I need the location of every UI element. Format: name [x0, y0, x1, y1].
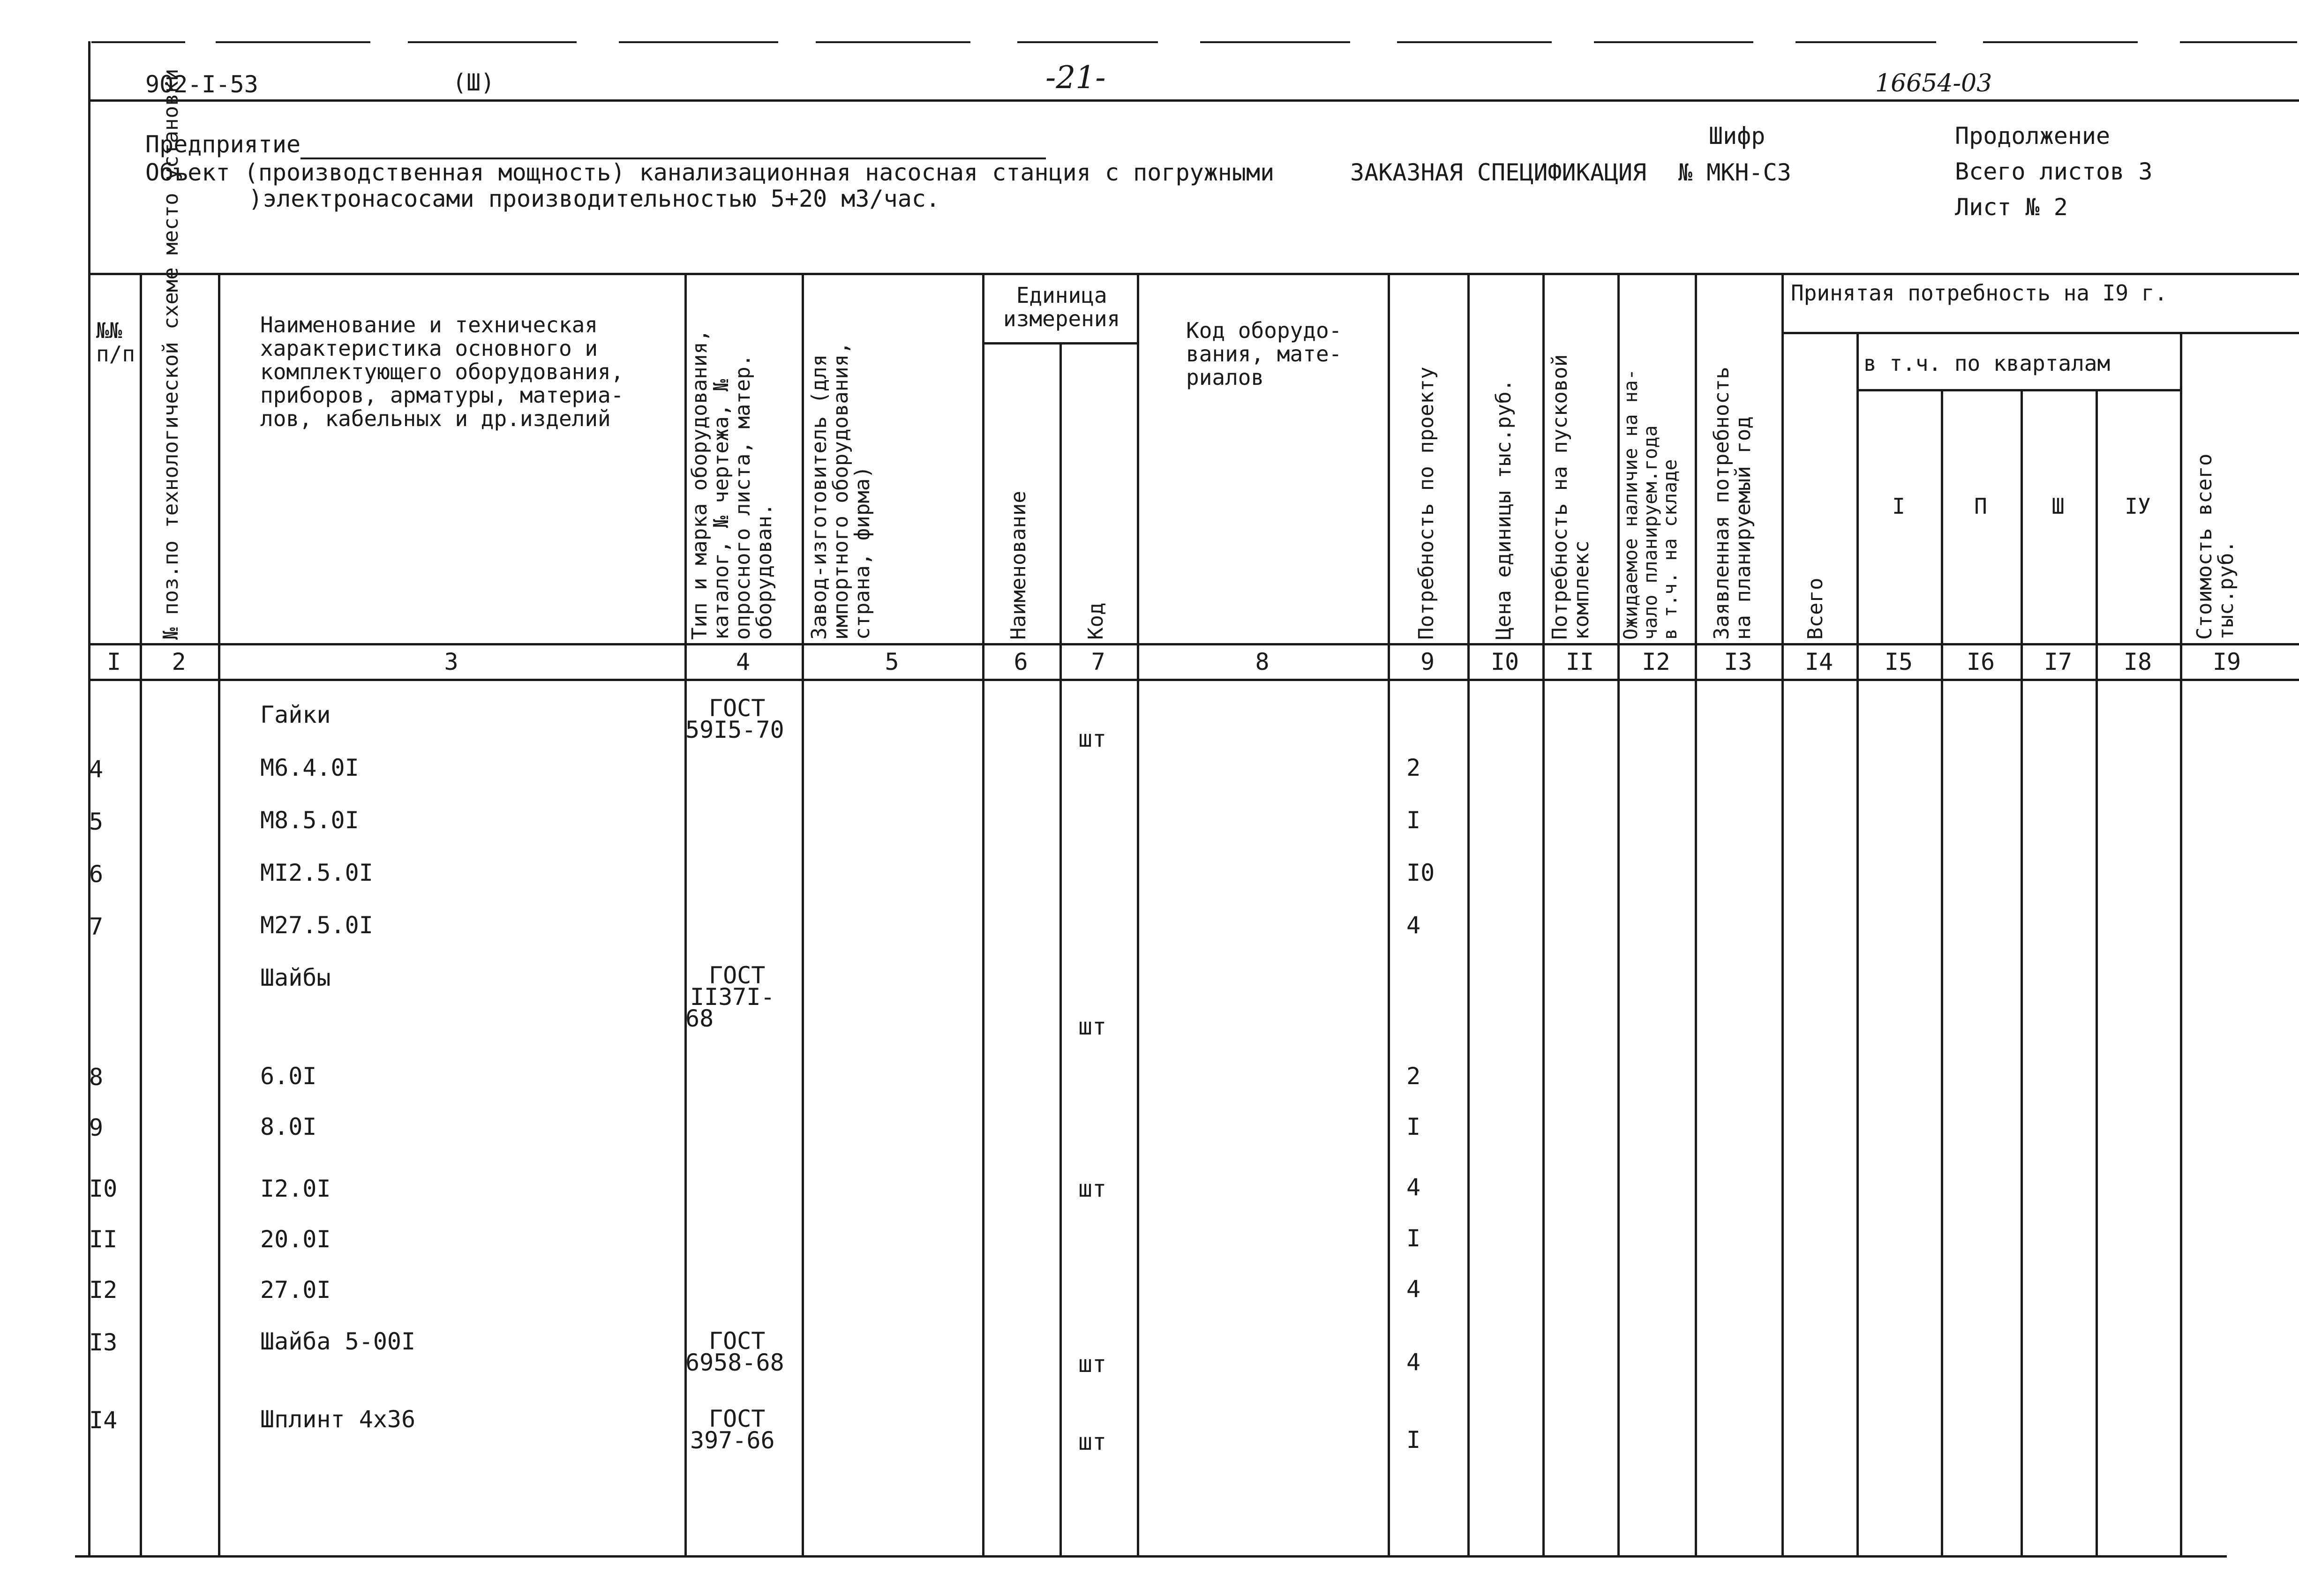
- col-header-4: Тип и марка оборудования, каталог, № чертежа, № опросного листа, матер. оборудован.: [688, 329, 776, 640]
- row-qty: 4: [1406, 1349, 1421, 1376]
- row-name: I2.0I: [260, 1175, 331, 1202]
- quarters-group-header: в т.ч. по кварталам: [1863, 351, 2111, 376]
- col-header-5: Завод-изготовитель (для импортного оборудования, страна, фирма): [807, 342, 874, 640]
- row-name: Шайбы: [260, 964, 331, 991]
- document-code: 902-I-53: [145, 71, 258, 98]
- row-number: 6: [89, 861, 104, 888]
- accepted-group-header: Принятая потребность на I9 г.: [1791, 280, 2168, 306]
- row-code: шт: [1078, 1428, 1107, 1455]
- col-header-10: Цена единицы тыс.руб.: [1492, 379, 1516, 640]
- row-name: 8.0I: [260, 1113, 317, 1140]
- column-number: 7: [1091, 648, 1105, 675]
- row-qty: 4: [1406, 912, 1421, 939]
- column-number: I5: [1884, 648, 1913, 675]
- row-name: 6.0I: [260, 1063, 317, 1090]
- column-number: 9: [1420, 648, 1435, 675]
- column-number: I9: [2212, 648, 2241, 675]
- row-type: ГОСТ 397-66: [690, 1405, 775, 1454]
- column-number: 4: [736, 648, 751, 675]
- col-header-9: Потребность по проекту: [1414, 367, 1438, 640]
- enterprise-label: Предприятие: [145, 131, 1046, 159]
- col-header-12: Ожидаемое наличие на на- чало планируем.года в т.ч. на складе: [1620, 369, 1681, 640]
- col-header-6: Наименование: [1007, 491, 1030, 640]
- row-name: М27.5.0I: [260, 912, 373, 939]
- row-qty: 4: [1406, 1275, 1421, 1303]
- object-line-1: Объект (производственная мощность) канализационная насосная станция с погружными: [145, 159, 1275, 186]
- object-line-2: )электронасосами производительностью 5+20 м3/час.: [248, 185, 940, 212]
- total-sheets: Всего листов 3: [1955, 158, 2153, 185]
- row-qty: I: [1406, 1113, 1421, 1140]
- spec-title: ЗАКАЗНАЯ СПЕЦИФИКАЦИЯ: [1350, 159, 1647, 186]
- row-number: 8: [89, 1064, 104, 1091]
- col-header-1: №№ п/п: [96, 318, 135, 367]
- col-header-14: Всего: [1803, 577, 1827, 640]
- col-header-8: Код оборудо- вания, мате- риалов: [1186, 318, 1342, 390]
- row-name: Шплинт 4х36: [260, 1406, 416, 1433]
- col-header-quarter-4: IУ: [2125, 494, 2151, 519]
- series-mark: (Ш): [452, 69, 495, 96]
- row-number: 4: [89, 756, 104, 783]
- col-header-11: Потребность на пусковой комплекс: [1548, 354, 1593, 640]
- row-qty: 4: [1406, 1174, 1421, 1201]
- row-number: II: [89, 1226, 118, 1253]
- row-type: ГОСТ 59I5-70: [685, 695, 784, 743]
- column-number: I8: [2123, 648, 2152, 675]
- row-type: ГОСТ II37I- 68: [685, 962, 775, 1032]
- column-number: I3: [1724, 648, 1752, 675]
- col-header-19: Стоимость всего тыс.руб.: [2193, 453, 2238, 640]
- column-number: 5: [885, 648, 899, 675]
- row-name: М6.4.0I: [260, 754, 359, 781]
- column-number: I7: [2044, 648, 2073, 675]
- column-number: 6: [1014, 648, 1028, 675]
- row-code: шт: [1078, 1175, 1107, 1202]
- col-header-quarter-2: П: [1974, 494, 1987, 519]
- sheet-number: Лист № 2: [1955, 194, 2068, 221]
- frame-left: [88, 41, 90, 1555]
- row-number: 7: [89, 913, 104, 940]
- column-number: I2: [1642, 648, 1670, 675]
- continuation-label: Продолжение: [1955, 122, 2111, 150]
- row-name: Гайки: [260, 701, 331, 728]
- row-name: 20.0I: [260, 1226, 331, 1253]
- column-number: I4: [1804, 648, 1833, 675]
- row-qty: 2: [1406, 1063, 1421, 1090]
- row-name: М8.5.0I: [260, 807, 359, 834]
- column-number: II: [1565, 648, 1594, 675]
- column-number: I0: [1490, 648, 1519, 675]
- cipher-value: № МКН-СЗ: [1678, 159, 1791, 186]
- col-header-3: Наименование и техническая характеристика основного и комплектующего оборудования, приборов, арматуры, материа- лов, кабельных и др.изделий: [260, 312, 624, 431]
- header-rule: [88, 99, 2299, 102]
- row-number: 5: [89, 808, 104, 835]
- col-header-7: Код: [1084, 602, 1108, 640]
- row-qty: I: [1406, 807, 1421, 834]
- row-number: I2: [89, 1276, 118, 1304]
- row-number: 9: [89, 1114, 104, 1141]
- unit-group-header: Единица измерения: [1003, 283, 1120, 331]
- row-qty: I: [1406, 1426, 1421, 1454]
- cipher-label: Шифр: [1709, 122, 1766, 150]
- row-type: ГОСТ 6958-68: [685, 1327, 784, 1376]
- col-header-quarter-3: Ш: [2051, 494, 2065, 519]
- row-name: Шайба 5-00I: [260, 1328, 416, 1355]
- col-header-13: Заявленная потребность на планируемый год: [1710, 367, 1755, 640]
- row-code: шт: [1078, 725, 1107, 752]
- row-qty: I: [1406, 1225, 1421, 1252]
- column-number: 8: [1255, 648, 1270, 675]
- col-header-quarter-1: I: [1892, 494, 1905, 519]
- row-name: 27.0I: [260, 1276, 331, 1304]
- row-qty: I0: [1406, 859, 1435, 886]
- archive-stamp: 16654-03: [1875, 69, 1992, 97]
- row-code: шт: [1078, 1013, 1107, 1040]
- row-number: I0: [89, 1175, 118, 1202]
- column-number: I6: [1966, 648, 1995, 675]
- column-number: 3: [444, 648, 458, 675]
- row-qty: 2: [1406, 754, 1421, 781]
- row-name: МI2.5.0I: [260, 859, 373, 886]
- column-number: 2: [172, 648, 186, 675]
- row-number: I4: [89, 1407, 118, 1434]
- row-code: шт: [1078, 1350, 1107, 1378]
- column-number: I: [106, 648, 121, 675]
- row-number: I3: [89, 1329, 118, 1356]
- col-header-2: № поз.по технологической схеме место установки: [159, 68, 183, 640]
- page-number: -21-: [1045, 60, 1106, 96]
